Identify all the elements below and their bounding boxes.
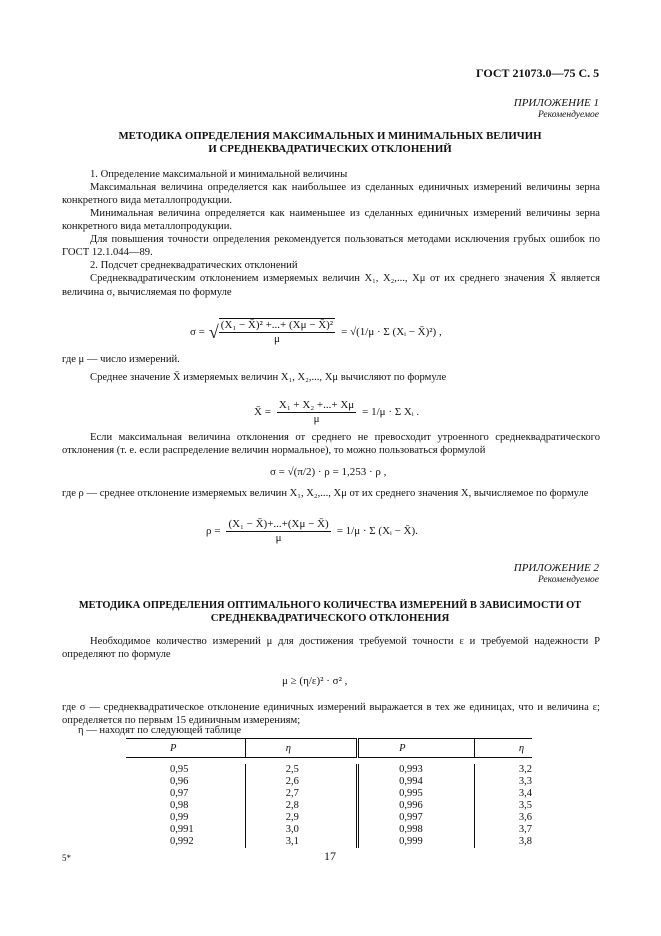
table-cell: 3,3 (518, 776, 532, 787)
mean-rhs: = 1/μ · Σ Xᵢ . (362, 406, 420, 418)
sigma-approx-formula: σ = √(π/2) · ρ = 1,253 · ρ , (270, 466, 387, 478)
table-row (126, 824, 532, 836)
appendix1-title-line2: И СРЕДНЕКВАДРАТИЧЕСКИХ ОТКЛОНЕНИЙ (208, 143, 452, 155)
table-cell: 0,991 (126, 824, 245, 836)
appendix2-title-line1: МЕТОДИКА ОПРЕДЕЛЕНИЯ ОПТИМАЛЬНОГО КОЛИЧЕСТВА ИЗМЕРЕНИЙ В ЗАВИСИМОСТИ ОТ (78, 600, 582, 611)
table-cell: 0,96 (126, 776, 245, 788)
mean-lhs: X̄ = (254, 406, 271, 418)
table-cell: 3,6 (518, 812, 532, 823)
table-cell: 3,5 (518, 800, 532, 811)
table-header-eta2: η (474, 739, 532, 758)
rho-rhs: = 1/μ · Σ (Xᵢ − X̄). (336, 525, 418, 537)
table-row (126, 812, 532, 824)
table-row (126, 788, 532, 800)
paragraph-2: Максимальная величина определяется как наибольшее из сделанных единичных измерений величины зерна конкретного вида металлопродукции. (62, 182, 600, 207)
mean-fraction (277, 399, 356, 426)
table-cell: 0,995 (358, 788, 475, 800)
rho-numerator: (X₁ − X̄)+...+(Xμ − X̄) (228, 518, 329, 530)
appendix2-title-line2: СРЕДНЕКВАДРАТИЧЕСКОГО ОТКЛОНЕНИЯ (210, 612, 450, 624)
appendix2-label: ПРИЛОЖЕНИЕ 2 (513, 562, 599, 574)
table-cell: 0,97 (126, 788, 245, 800)
sigma-fraction (219, 318, 335, 346)
sigma-rhs: = √(1/μ · Σ (Xᵢ − X̄)²) , (341, 325, 442, 338)
appendix2-status: Рекомендуемое (537, 575, 599, 585)
paragraph-7: Если максимальная величина отклонения от среднего не превосходит утроенного среднеквадратического отклонения (т. е. если распределение величин нормальное), то можно пользоваться формулой (62, 432, 600, 457)
rho-denominator: μ (275, 532, 282, 544)
mean-denominator: μ (313, 413, 320, 425)
mu-formula: μ ≥ (η/ε)² · σ² , (282, 675, 348, 687)
table-cell: 0,99 (126, 812, 245, 824)
table-cell: 3,2 (518, 764, 532, 775)
table-cell: 3,7 (518, 824, 532, 835)
table-cell: 0,997 (358, 812, 475, 824)
rho-formula (206, 518, 418, 545)
table-header-p2: P (358, 739, 475, 758)
mean-numerator: X₁ + X₂ +...+ Xμ (278, 399, 355, 411)
sqrt-icon: √ (208, 321, 219, 342)
paragraph-1: 1. Определение максимальной и минимальной величины (90, 169, 348, 180)
table-cell: 3,0 (245, 824, 357, 836)
table-cell: 3,1 (245, 836, 357, 848)
table-cell: 3,8 (518, 836, 532, 847)
appendix1-title-line1: МЕТОДИКА ОПРЕДЕЛЕНИЯ МАКСИМАЛЬНЫХ И МИНИМАЛЬНЫХ ВЕЛИЧИН (118, 130, 542, 142)
where-rho: где ρ — среднее отклонение измеряемых величин X₁, X₂,..., Xμ от их среднего значения X, вычисляемое по формуле (62, 488, 589, 499)
table-cell: 2,9 (245, 812, 357, 824)
mean-text: Среднее значение X̄ измеряемых величин X₁, X₂,..., Xμ вычисляют по формуле (90, 372, 447, 383)
table-row (126, 800, 532, 812)
appendix2-paragraph-1: Необходимое количество измерений μ для достижения требуемой точности ε и требуемой надежности P определяют по формуле (62, 636, 600, 661)
table-cell: 0,98 (126, 800, 245, 812)
paragraph-4: Для повышения точности определения рекомендуется пользоваться методами исключения грубых ошибок по ГОСТ 12.1.044—89. (62, 234, 600, 259)
eta-table (126, 738, 532, 848)
rho-lhs: ρ = (206, 525, 221, 537)
paragraph-6: Среднеквадратическим отклонением измеряемых величин X₁, X₂,..., Xμ от их среднего значения X̄ является величина σ, вычисляемая по формуле (62, 273, 600, 298)
standard-header: ГОСТ 21073.0—75 С. 5 (476, 66, 600, 80)
table-row (126, 776, 532, 788)
table-cell: 0,992 (126, 836, 245, 848)
table-header-row (126, 739, 532, 758)
table-cell: 2,6 (245, 776, 357, 788)
page-number: 17 (324, 849, 336, 863)
sigma-formula (190, 318, 442, 346)
table-row (126, 764, 532, 776)
footer-mark: 5* (62, 853, 71, 863)
sigma-numerator: (X₁ − X̄)² +...+ (Xμ − X̄)² (220, 319, 334, 331)
table-cell: 0,998 (358, 824, 475, 836)
table-cell: 2,8 (245, 800, 357, 812)
table-cell: 0,996 (358, 800, 475, 812)
appendix1-label: ПРИЛОЖЕНИЕ 1 (513, 97, 599, 109)
where-mu: где μ — число измерений. (62, 354, 180, 365)
table-cell: 2,5 (245, 764, 357, 776)
table-cell: 0,994 (358, 776, 475, 788)
table-cell: 0,95 (126, 764, 245, 776)
paragraph-5: 2. Подсчет среднеквадратических отклонений (90, 260, 298, 271)
table-header-eta1: η (245, 739, 357, 758)
rho-fraction (226, 518, 330, 545)
table-cell: 3,4 (518, 788, 532, 799)
sigma-denominator: μ (273, 333, 280, 345)
where-eta: η — находят по следующей таблице (78, 725, 242, 736)
mean-formula (254, 399, 419, 426)
paragraph-3: Минимальная величина определяется как наименьшее из сделанных единичных измерений величины зерна конкретного вида металлопродукции. (62, 208, 600, 233)
table-header-p1: P (126, 739, 245, 758)
table-row (126, 836, 532, 848)
table-cell: 2,7 (245, 788, 357, 800)
table-cell: 0,993 (358, 764, 475, 776)
sigma-lhs: σ = (190, 325, 205, 338)
table-cell: 0,999 (358, 836, 475, 848)
appendix1-status: Рекомендуемое (537, 110, 599, 120)
where-sigma: где σ — среднеквадратическое отклонение единичных измерений выражается в тех же единицах, что и величина ε; определяется по первым 15 единичным измерениям; (62, 702, 600, 727)
